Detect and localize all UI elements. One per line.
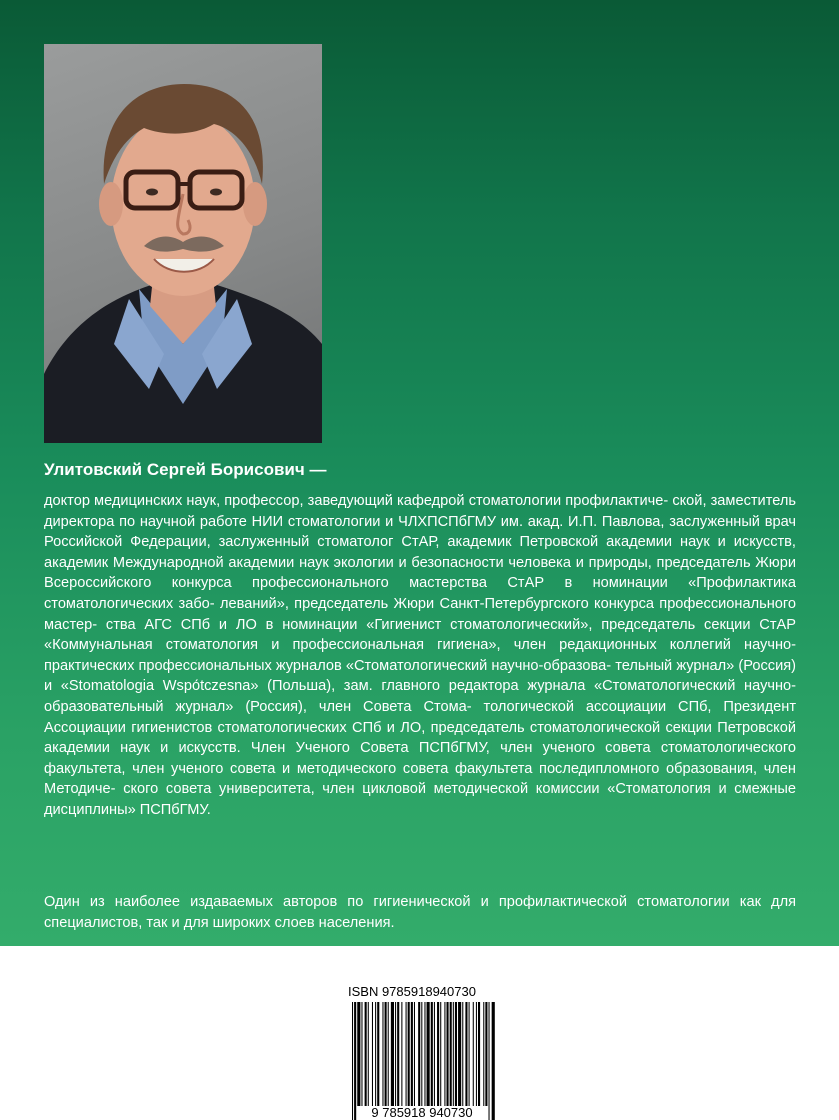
bio-line: совета и методического совета факультета последипломного образования, член Методиче-	[44, 760, 796, 798]
barcode-bar	[476, 1002, 477, 1106]
barcode-bar	[434, 1002, 435, 1106]
barcode-bar	[411, 1002, 413, 1106]
barcode-bar	[418, 1002, 420, 1106]
barcode-bar	[421, 1002, 422, 1120]
isbn-barcode-block	[344, 984, 500, 1120]
barcode-bar	[377, 1002, 379, 1106]
bio-line: доктор медицинских наук, профессор, заведующий кафедрой стоматологии профилактиче-	[44, 493, 669, 509]
barcode-bar	[492, 1002, 495, 1120]
summary-line: как для специалистов, так и для широких слоев населения.	[44, 894, 796, 931]
barcode-bar	[406, 1002, 407, 1106]
bio-line: «Коммунальная стоматология и профессиональная гигиена», член редакционных коллегий	[44, 637, 731, 654]
bio-line: леваний», председатель Жюри Санкт-Петербургского конкурса профессионального мастер-	[44, 595, 797, 633]
barcode-bar	[368, 1002, 369, 1106]
barcode-bar	[414, 1002, 415, 1106]
bio-line: ЛО, председатель стоматологической секции Петровской академии наук и искусств. Член	[44, 719, 796, 757]
barcode-bar	[458, 1002, 461, 1106]
barcode-bar	[444, 1002, 445, 1106]
bio-line: И.П. Павлова, заслуженный врач Российской Федерации, заслуженный стоматолог СтАР,	[44, 513, 796, 551]
bio-line: дисциплины» ПСПбГМУ.	[44, 801, 211, 818]
bio-line: ской, заместитель директора по научной работе НИИ стоматологии и ЧЛХПСПбГМУ им. акад.	[44, 493, 796, 530]
author-portrait-image	[44, 44, 322, 443]
barcode-bar	[408, 1002, 410, 1106]
author-photo	[44, 44, 322, 443]
barcode-bar	[483, 1002, 484, 1106]
author-biography	[44, 491, 796, 821]
barcode-bar	[478, 1002, 480, 1106]
bio-line: тельный журнал» (Россия) и «Stomatologia Wspо́tczesna» (Польша), зам. главного редактора	[44, 657, 796, 695]
author-name: Улитовский Сергей Борисович —	[44, 460, 327, 479]
barcode-bar	[385, 1002, 387, 1106]
bio-line: ского совета университета, член цикловой методической комиссии «Стоматология и смежные	[123, 781, 796, 798]
barcode-bar	[489, 1002, 490, 1120]
barcode-bar	[455, 1002, 457, 1106]
barcode-bar	[354, 1002, 356, 1120]
bio-line: профессионального мастерства СтАР в номинации «Профилактика стоматологических забо-	[44, 575, 796, 612]
isbn-barcode	[344, 1002, 500, 1120]
barcode-bar	[397, 1002, 399, 1106]
barcode-bar	[462, 1002, 463, 1106]
barcode-bar	[388, 1002, 389, 1106]
isbn-label: ISBN 9785918940730	[348, 984, 476, 999]
barcode-bar	[485, 1002, 487, 1106]
barcode-bar	[372, 1002, 373, 1106]
barcode-bar	[365, 1002, 367, 1106]
barcode-bar	[424, 1002, 425, 1120]
author-summary	[44, 892, 796, 933]
barcode-bar	[431, 1002, 433, 1106]
barcode-bar	[450, 1002, 452, 1106]
barcode-bar	[427, 1002, 430, 1106]
barcode-bar	[469, 1002, 470, 1106]
bio-line: академик Петровской академии наук и искусств, академик Международной академии наук	[44, 534, 796, 571]
bio-line: тологической ассоциации СПб, Президент Ассоциации гигиенистов стоматологических СПб и	[44, 698, 796, 736]
barcode-bar	[465, 1002, 467, 1106]
barcode-bar	[395, 1002, 396, 1106]
barcode-digits: 9 785918 940730	[362, 1106, 482, 1120]
barcode-bar	[361, 1002, 362, 1106]
barcode-bar	[401, 1002, 402, 1106]
barcode-bar	[473, 1002, 474, 1106]
bio-line: научно-практических профессиональных журналов «Стоматологический научно-образова-	[44, 637, 796, 674]
barcode-bar	[391, 1002, 394, 1106]
bio-line: ства АГС СПб и ЛО в номинации «Гигиенист стоматологический», председатель секции СтАР	[105, 616, 796, 633]
barcode-bar	[437, 1002, 439, 1106]
barcode-bar	[382, 1002, 383, 1106]
barcode-bar	[375, 1002, 376, 1106]
bio-line: журнала «Стоматологический научно-образовательный журнал» (Россия), член Совета Стома-	[44, 678, 797, 715]
barcode-bar	[447, 1002, 449, 1106]
bio-line: Ученого Совета ПСПбГМУ, член ученого совета стоматологического факультета, член ученого	[44, 740, 796, 777]
barcode-bar	[357, 1002, 360, 1106]
barcode-bar	[352, 1002, 353, 1120]
bio-line: экологии и безопасности человека и природы, председатель Жюри Всероссийского конкурса	[44, 554, 796, 592]
barcode-bar	[453, 1002, 454, 1106]
summary-line: Один из наиболее издаваемых авторов по гигиенической и профилактической стоматологии	[44, 894, 730, 910]
barcode-bar	[440, 1002, 441, 1106]
